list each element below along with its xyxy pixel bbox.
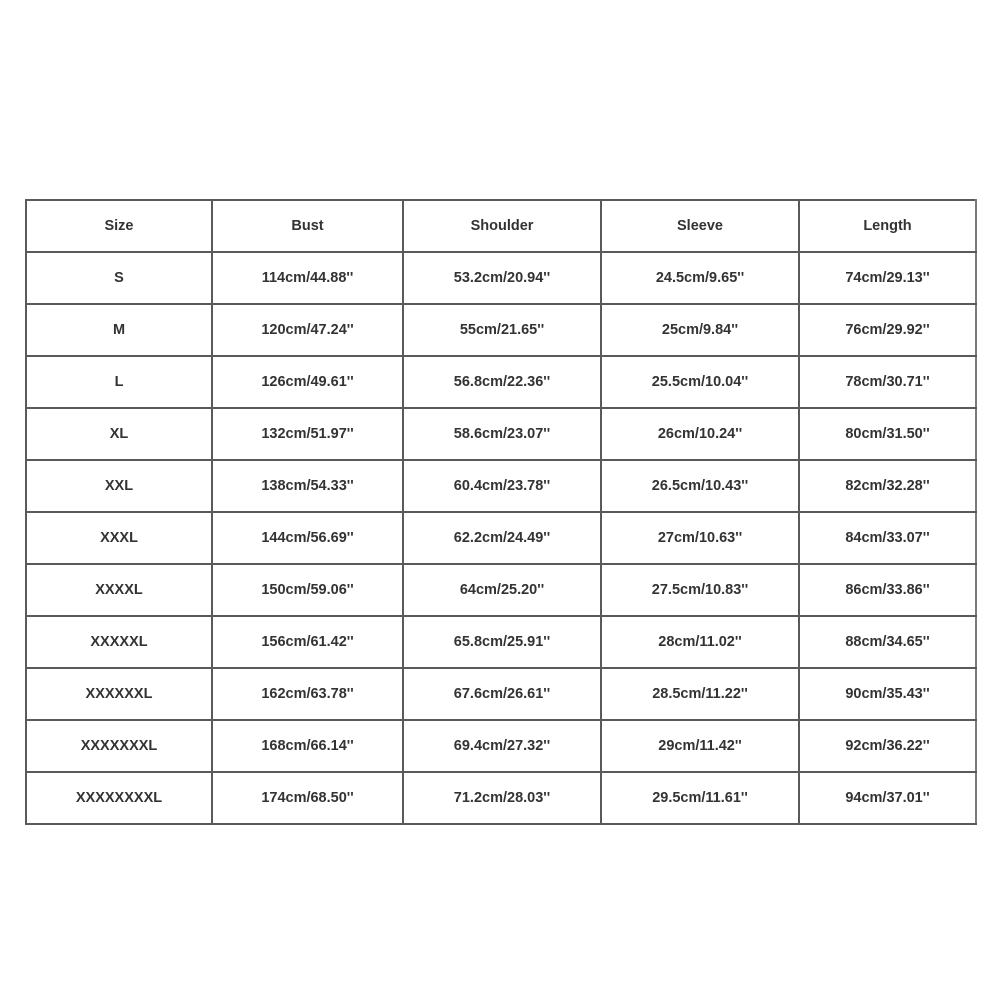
cell-bust: 156cm/61.42'' (212, 616, 403, 668)
cell-size: XXXXXL (26, 616, 212, 668)
cell-sleeve: 27.5cm/10.83'' (601, 564, 799, 616)
cell-length: 74cm/29.13'' (799, 252, 976, 304)
cell-length: 78cm/30.71'' (799, 356, 976, 408)
cell-bust: 168cm/66.14'' (212, 720, 403, 772)
table-row (26, 668, 976, 720)
cell-length: 92cm/36.22'' (799, 720, 976, 772)
cell-length: 76cm/29.92'' (799, 304, 976, 356)
cell-shoulder: 67.6cm/26.61'' (403, 668, 601, 720)
table-row (26, 564, 976, 616)
cell-bust: 126cm/49.61'' (212, 356, 403, 408)
cell-shoulder: 55cm/21.65'' (403, 304, 601, 356)
cell-size: XXXXL (26, 564, 212, 616)
cell-size: L (26, 356, 212, 408)
cell-shoulder: 62.2cm/24.49'' (403, 512, 601, 564)
cell-shoulder: 58.6cm/23.07'' (403, 408, 601, 460)
cell-shoulder: 53.2cm/20.94'' (403, 252, 601, 304)
header-size: Size (26, 200, 212, 252)
table-row (26, 616, 976, 668)
header-bust: Bust (212, 200, 403, 252)
cell-bust: 120cm/47.24'' (212, 304, 403, 356)
cell-sleeve: 29cm/11.42'' (601, 720, 799, 772)
cell-size: XL (26, 408, 212, 460)
cell-length: 94cm/37.01'' (799, 772, 976, 824)
table-row (26, 772, 976, 824)
cell-sleeve: 25cm/9.84'' (601, 304, 799, 356)
cell-bust: 144cm/56.69'' (212, 512, 403, 564)
cell-shoulder: 64cm/25.20'' (403, 564, 601, 616)
table-row (26, 356, 976, 408)
header-sleeve: Sleeve (601, 200, 799, 252)
table-row (26, 252, 976, 304)
header-shoulder: Shoulder (403, 200, 601, 252)
cell-sleeve: 27cm/10.63'' (601, 512, 799, 564)
cell-bust: 114cm/44.88'' (212, 252, 403, 304)
cell-shoulder: 69.4cm/27.32'' (403, 720, 601, 772)
cell-shoulder: 56.8cm/22.36'' (403, 356, 601, 408)
cell-bust: 150cm/59.06'' (212, 564, 403, 616)
cell-length: 88cm/34.65'' (799, 616, 976, 668)
cell-length: 80cm/31.50'' (799, 408, 976, 460)
cell-length: 86cm/33.86'' (799, 564, 976, 616)
cell-shoulder: 71.2cm/28.03'' (403, 772, 601, 824)
cell-size: XXL (26, 460, 212, 512)
cell-shoulder: 60.4cm/23.78'' (403, 460, 601, 512)
size-chart-table (25, 199, 977, 825)
table-row (26, 720, 976, 772)
size-chart-body (26, 252, 976, 824)
cell-bust: 174cm/68.50'' (212, 772, 403, 824)
cell-length: 84cm/33.07'' (799, 512, 976, 564)
cell-size: M (26, 304, 212, 356)
cell-bust: 162cm/63.78'' (212, 668, 403, 720)
header-length: Length (799, 200, 976, 252)
cell-sleeve: 24.5cm/9.65'' (601, 252, 799, 304)
table-row (26, 460, 976, 512)
table-row (26, 512, 976, 564)
cell-sleeve: 26.5cm/10.43'' (601, 460, 799, 512)
cell-bust: 138cm/54.33'' (212, 460, 403, 512)
header-row (26, 200, 976, 252)
cell-length: 90cm/35.43'' (799, 668, 976, 720)
cell-size: XXXXXXXXL (26, 772, 212, 824)
cell-sleeve: 28cm/11.02'' (601, 616, 799, 668)
cell-size: XXXL (26, 512, 212, 564)
cell-sleeve: 26cm/10.24'' (601, 408, 799, 460)
cell-sleeve: 29.5cm/11.61'' (601, 772, 799, 824)
cell-size: S (26, 252, 212, 304)
cell-sleeve: 28.5cm/11.22'' (601, 668, 799, 720)
cell-shoulder: 65.8cm/25.91'' (403, 616, 601, 668)
cell-size: XXXXXXL (26, 668, 212, 720)
cell-size: XXXXXXXL (26, 720, 212, 772)
table-row (26, 408, 976, 460)
cell-sleeve: 25.5cm/10.04'' (601, 356, 799, 408)
cell-length: 82cm/32.28'' (799, 460, 976, 512)
cell-bust: 132cm/51.97'' (212, 408, 403, 460)
table-row (26, 304, 976, 356)
